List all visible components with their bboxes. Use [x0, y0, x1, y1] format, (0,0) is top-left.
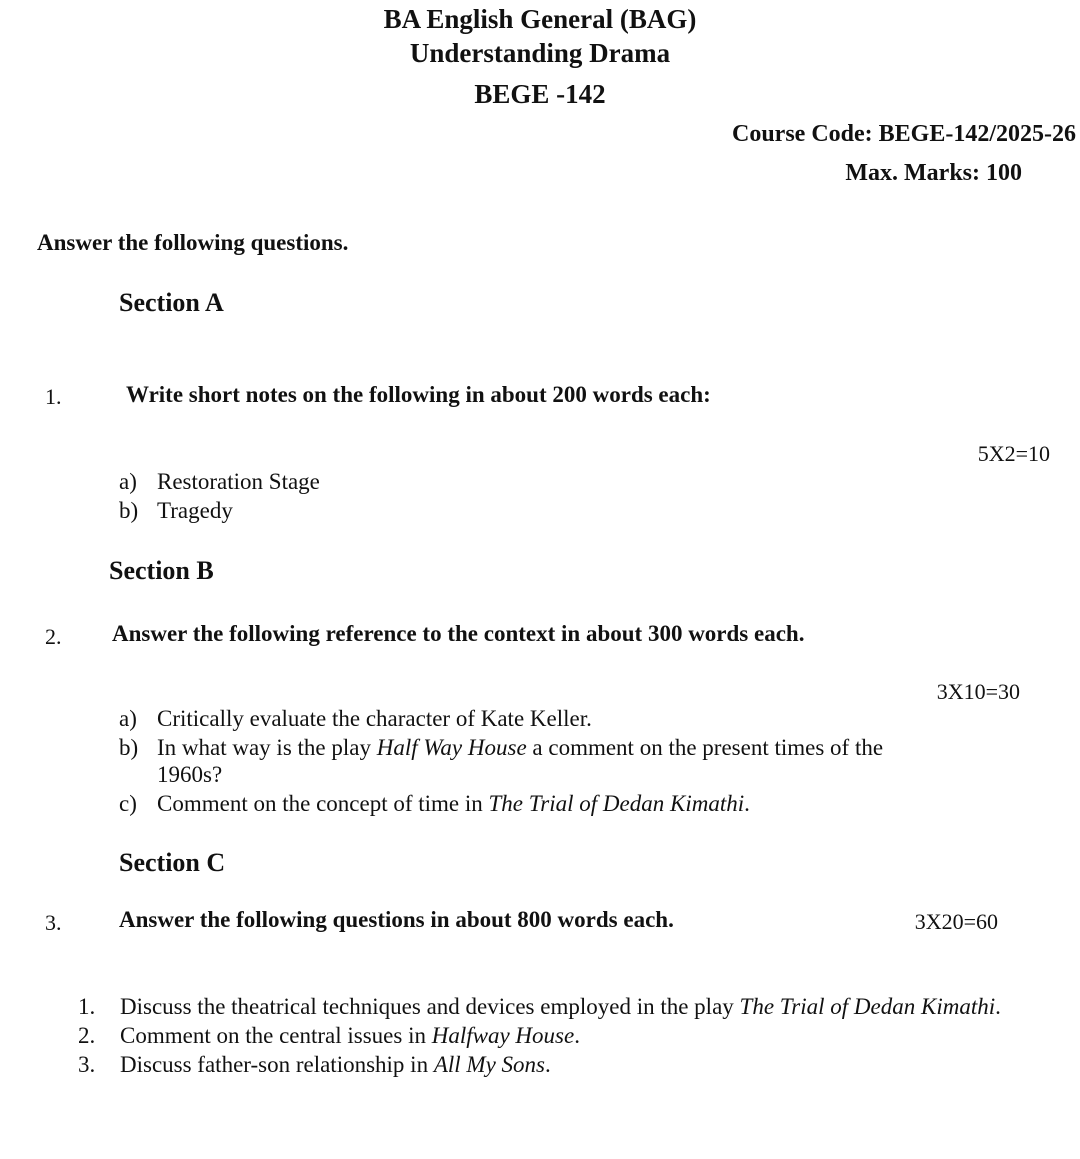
question-2-marks: 3X10=30 — [936, 679, 1020, 704]
list-item: a) Restoration Stage — [119, 469, 320, 494]
question-2-number: 2. — [45, 624, 62, 649]
question-1-marks: 5X2=10 — [977, 441, 1050, 466]
max-marks: Max. Marks: 100 — [845, 160, 1022, 186]
question-3-number: 3. — [45, 910, 62, 935]
section-b-title: Section B — [109, 556, 214, 585]
list-item: 2. Comment on the central issues in Halfway House. — [78, 1023, 580, 1048]
question-1-text: Write short notes on the following in about 200 words each: — [126, 382, 711, 407]
list-item: c) Comment on the concept of time in The Trial of Dedan Kimathi. — [119, 791, 750, 816]
question-3-text: Answer the following questions in about 800 words each. — [119, 907, 674, 932]
section-c-title: Section C — [119, 848, 226, 877]
course-code-short: BEGE -142 — [474, 79, 606, 109]
course-code: Course Code: BEGE-142/2025-26 — [732, 121, 1076, 147]
list-item: 1. Discuss the theatrical techniques and devices employed in the play The Trial of Dedan Kimathi. — [78, 994, 1001, 1019]
section-a-title: Section A — [119, 288, 224, 317]
question-2-text: Answer the following reference to the context in about 300 words each. — [112, 621, 805, 646]
list-item: a) Critically evaluate the character of Kate Keller. — [119, 706, 592, 731]
list-item-continuation: 1960s? — [157, 762, 223, 787]
list-item: b) Tragedy — [119, 498, 233, 523]
list-item: b) In what way is the play Half Way House a comment on the present times of the — [119, 735, 884, 760]
instruction: Answer the following questions. — [37, 230, 349, 255]
list-item: 3. Discuss father-son relationship in All My Sons. — [78, 1052, 551, 1077]
course-name: Understanding Drama — [409, 38, 671, 68]
document-title: BA English General (BAG) — [383, 4, 697, 34]
question-1-number: 1. — [45, 384, 62, 409]
question-3-marks: 3X20=60 — [914, 909, 998, 934]
